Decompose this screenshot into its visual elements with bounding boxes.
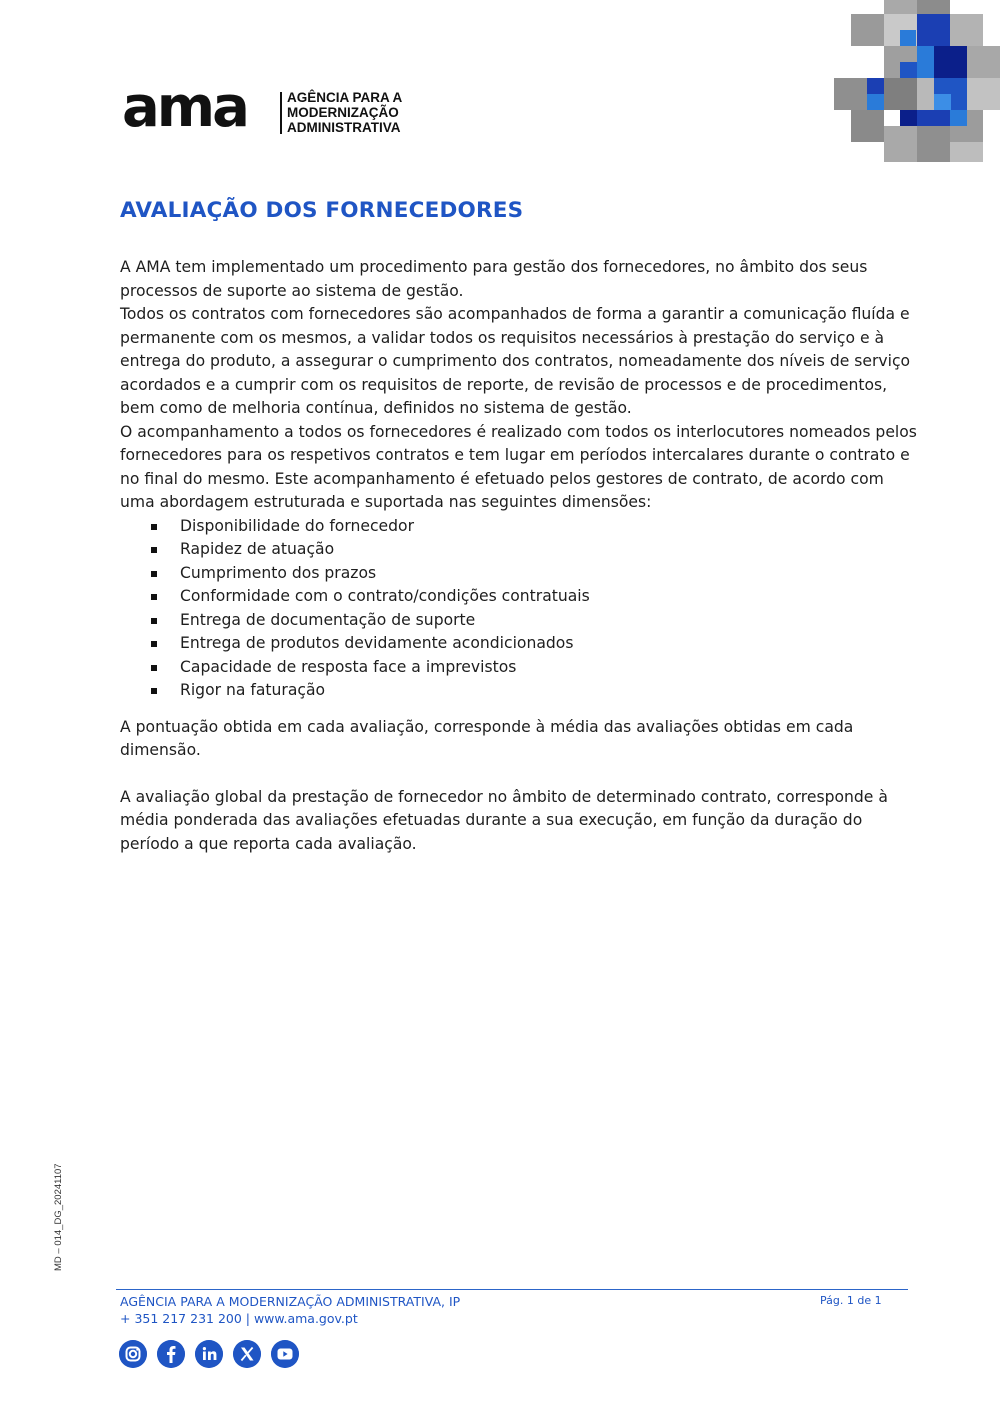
list-item: Entrega de produtos devidamente acondicionados xyxy=(120,632,920,656)
pixel-mosaic-graphic xyxy=(834,0,1000,162)
list-item: Disponibilidade do fornecedor xyxy=(120,515,920,539)
linkedin-icon[interactable] xyxy=(195,1340,223,1368)
logo-agency-line: AGÊNCIA PARA A xyxy=(287,90,403,105)
dimensions-list xyxy=(120,515,920,703)
facebook-icon[interactable] xyxy=(157,1340,185,1368)
document-body xyxy=(120,256,920,856)
list-item: Rigor na faturação xyxy=(120,679,920,703)
logo-separator xyxy=(280,92,282,134)
document-code: MD – 014_DG_20241107 xyxy=(53,1163,64,1271)
logo-agency-line: MODERNIZAÇÃO xyxy=(287,105,399,120)
list-item: Cumprimento dos prazos xyxy=(120,562,920,586)
logo-agency-name xyxy=(287,90,417,135)
score-paragraph: A pontuação obtida em cada avaliação, corresponde à média das avaliações obtidas em cada dimensão. xyxy=(120,717,854,759)
list-item: Entrega de documentação de suporte xyxy=(120,609,920,633)
intro-paragraph: O acompanhamento a todos os fornecedores é realizado com todos os interlocutores nomeados pelos fornecedores para os respetivos contratos e tem lugar em períodos intercalares durante o contrato e no final do mesmo. Este acompanhamento é efetuado pelos gestores de contrato, de acordo com uma abordagem estruturada e suportada nas seguintes dimensões: xyxy=(120,422,917,511)
instagram-icon[interactable] xyxy=(119,1340,147,1368)
intro-paragraph: A AMA tem implementado um procedimento para gestão dos fornecedores, no âmbito dos seus processos de suporte ao sistema de gestão. xyxy=(120,258,868,300)
footer-org-name: AGÊNCIA PARA A MODERNIZAÇÃO ADMINISTRATIVA, IP xyxy=(120,1294,461,1309)
footer-divider xyxy=(116,1289,908,1290)
footer-contact[interactable]: + 351 217 231 200 | www.ama.gov.pt xyxy=(120,1311,358,1326)
logo-agency-line: ADMINISTRATIVA xyxy=(287,120,401,135)
youtube-icon[interactable] xyxy=(271,1340,299,1368)
list-item: Capacidade de resposta face a imprevistos xyxy=(120,656,920,680)
list-item: Rapidez de atuação xyxy=(120,538,920,562)
x-icon[interactable] xyxy=(233,1340,261,1368)
logo-wordmark: ama xyxy=(122,75,247,140)
list-item: Conformidade com o contrato/condições contratuais xyxy=(120,585,920,609)
page-number: Pág. 1 de 1 xyxy=(820,1294,882,1307)
footer-contact-block xyxy=(120,1293,460,1327)
ama-logo xyxy=(122,75,412,140)
global-evaluation-paragraph: A avaliação global da prestação de fornecedor no âmbito de determinado contrato, corresponde à média ponderada das avaliações efetuadas durante a sua execução, em função da duração do período a que reporta cada avaliação. xyxy=(120,787,888,853)
document-title: AVALIAÇÃO DOS FORNECEDORES xyxy=(120,198,524,223)
intro-paragraph: Todos os contratos com fornecedores são acompanhados de forma a garantir a comunicação fluída e permanente com os mesmos, a validar todos os requisitos necessários à prestação do serviço e à entrega do produto, a assegurar o cumprimento dos contratos, nomeadamente dos níveis de serviço acordados e a cumprir com os requisitos de reporte, de revisão de processos e de procedimentos, bem como de melhoria contínua, definidos no sistema de gestão. xyxy=(120,305,911,417)
